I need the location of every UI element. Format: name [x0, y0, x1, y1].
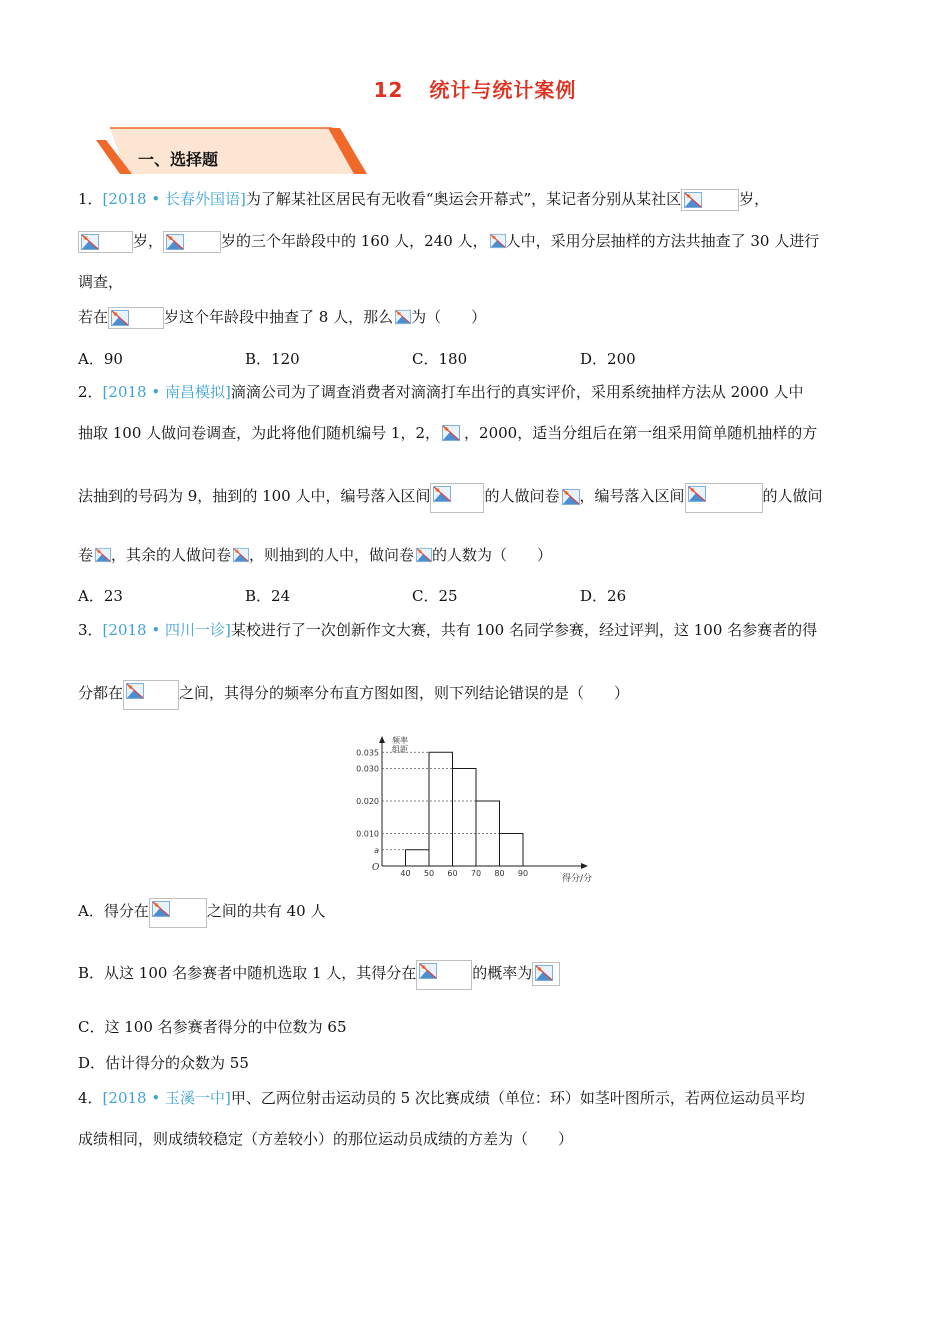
formula-image-icon	[108, 307, 164, 329]
q1-text: 人中，采用分层抽样的方法共抽查了 30 人进行	[505, 232, 820, 250]
q3-source: [2018 • 四川一诊]	[102, 621, 231, 639]
formula-image-icon	[78, 231, 133, 253]
q2-option-c: C．25	[412, 587, 458, 605]
q1-text: 岁，	[133, 232, 164, 250]
q1-text: 为（ ）	[411, 308, 487, 326]
section-banner	[92, 126, 367, 176]
formula-image-icon	[123, 680, 179, 710]
q1-line-2	[78, 231, 819, 253]
page-title	[0, 74, 950, 103]
q1-text: 若在	[78, 308, 109, 326]
q4-source: [2018 • 玉溪一中]	[102, 1089, 231, 1107]
q3-option-text: B．从这 100 名参赛者中随机选取 1 人，其得分在	[78, 964, 417, 982]
q4-line-1	[78, 1088, 805, 1108]
q1-option-c: C．180	[412, 350, 468, 368]
q2-text: 卷	[78, 546, 94, 564]
q2-text: ，编号落入区间	[579, 487, 685, 505]
q1-option-d: D．200	[580, 350, 636, 368]
formula-image-icon	[393, 307, 411, 329]
q1-text: 岁，	[739, 190, 770, 208]
formula-image-icon	[93, 545, 111, 567]
formula-image-icon	[685, 483, 763, 513]
formula-image-icon	[440, 423, 464, 445]
q1-text: 岁这个年龄段中抽查了 8 人，那么	[164, 308, 394, 326]
histogram-axes	[379, 736, 588, 869]
x-tick-label: 40	[400, 869, 411, 878]
origin-label: O	[372, 863, 380, 873]
histogram-bar	[429, 752, 453, 866]
q3-text: 分都在	[78, 684, 124, 702]
histogram-bar	[406, 850, 430, 866]
q1-text: 岁的三个年龄段中的 160 人，240 人，	[221, 232, 488, 250]
q3-option-text: A．得分在	[78, 902, 149, 920]
chapter-title: 统计与统计案例	[429, 78, 577, 102]
histogram-bar	[500, 834, 524, 867]
q1-line-1	[78, 189, 769, 211]
x-axis-label: 得分/分	[562, 874, 593, 883]
q2-line-1	[78, 382, 804, 402]
q3-line-1	[78, 620, 817, 640]
y-tick-label: 0.035	[356, 748, 379, 758]
q3-option-a	[78, 898, 325, 928]
histogram-bar	[453, 769, 477, 867]
formula-image-icon	[560, 487, 580, 513]
q2-line-3	[78, 483, 823, 513]
x-tick-label: 80	[494, 869, 505, 878]
q3-option-text: 之间的共有 40 人	[206, 902, 326, 920]
q3-line-2	[78, 680, 629, 710]
q2-text: 法抽到的号码为 9，抽到的 100 人中，编号落入区间	[78, 487, 431, 505]
formula-image-icon	[532, 962, 560, 986]
formula-image-icon	[416, 960, 472, 990]
q2-option-d: D．26	[580, 587, 627, 605]
formula-image-icon	[681, 189, 739, 211]
q2-line-4	[78, 545, 552, 567]
q4-line-2: 成绩相同，则成绩较稳定（方差较小）的那位运动员成绩的方差为（ ）	[78, 1130, 574, 1148]
q2-text: ，2000，适当分组后在第一组采用简单随机抽样的方	[464, 424, 818, 442]
section-heading: 一、选择题	[138, 150, 219, 169]
y-axis-label-bottom: 组距	[392, 745, 408, 754]
formula-image-icon	[488, 231, 506, 253]
q1-line-4	[78, 307, 486, 329]
q1-option-a: A．90	[78, 350, 123, 368]
y-tick-label: 0.010	[356, 829, 379, 839]
q3-option-c: C．这 100 名参赛者得分的中位数为 65	[78, 1018, 347, 1036]
q3-number: 3．	[78, 621, 103, 639]
q4-text: 甲、乙两位射击运动员的 5 次比赛成绩（单位：环）如茎叶图所示，若两位运动员平均	[230, 1089, 805, 1107]
q1-line-3: 调查，	[78, 273, 124, 291]
x-tick-label: 60	[447, 869, 458, 878]
y-axis-label-top: 频率	[392, 736, 408, 745]
formula-image-icon	[430, 483, 484, 513]
q1-option-b: B．120	[245, 350, 300, 368]
q2-number: 2．	[78, 383, 103, 401]
q2-text: 抽取 100 人做问卷调查，为此将他们随机编号 1，2，	[78, 424, 441, 442]
q1-number: 1．	[78, 190, 103, 208]
q2-text: 的人做问卷	[484, 487, 560, 505]
formula-image-icon	[163, 231, 221, 253]
x-tick-label: 70	[470, 869, 482, 878]
q3-option-text: 的概率为	[472, 964, 533, 982]
q2-text: 滴滴公司为了调查消费者对滴滴打车出行的真实评价，采用系统抽样方法从 2000 人中	[230, 383, 804, 401]
q2-line-2	[78, 423, 817, 445]
y-tick-label: 0.020	[356, 797, 379, 806]
formula-image-icon	[414, 545, 432, 567]
q3-text: 某校进行了一次创新作文大赛，共有 100 名同学参赛，经过评判，这 100 名参赛者的得	[230, 621, 818, 639]
frequency-histogram	[352, 733, 600, 883]
q2-option-b: B．24	[245, 587, 291, 605]
q2-source: [2018 • 南昌模拟]	[102, 383, 231, 401]
x-tick-label: 50	[423, 869, 435, 878]
y-tick-label: 0.030	[356, 764, 379, 774]
q2-text: 的人数为（ ）	[432, 546, 553, 564]
y-tick-label: a	[374, 845, 379, 855]
q4-number: 4．	[78, 1089, 103, 1107]
x-tick-label: 90	[517, 869, 529, 878]
q1-text: 为了解某社区居民有无收看“奥运会开幕式”，某记者分别从某社区	[245, 190, 682, 208]
q2-text: ，其余的人做问卷	[111, 546, 232, 564]
chapter-number: 12	[373, 78, 404, 102]
q2-text: ，则抽到的人中，做问卷	[249, 546, 415, 564]
formula-image-icon	[149, 898, 207, 928]
q3-option-d: D．估计得分的众数为 55	[78, 1054, 249, 1072]
q1-source: [2018 • 长春外国语]	[102, 190, 246, 208]
formula-image-icon	[231, 545, 249, 567]
q3-option-b	[78, 960, 560, 990]
q3-text: 之间，其得分的频率分布直方图如图，则下列结论错误的是（ ）	[179, 684, 630, 702]
q2-option-a: A．23	[78, 587, 123, 605]
q2-text: 的人做问	[762, 487, 823, 505]
